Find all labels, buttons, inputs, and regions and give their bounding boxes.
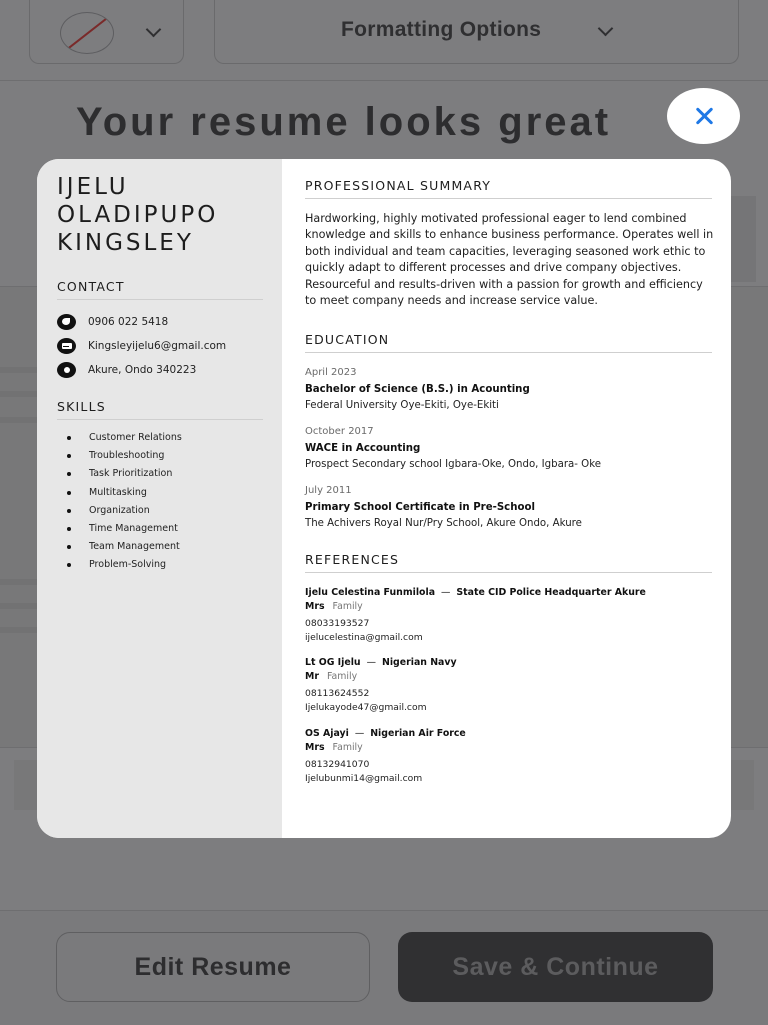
no-color-swatch-icon bbox=[60, 12, 114, 54]
education-entry bbox=[305, 366, 725, 414]
save-continue-button[interactable]: Save & Continue bbox=[398, 932, 713, 1002]
skill-item: Customer Relations bbox=[67, 431, 182, 449]
reference-entry bbox=[305, 656, 725, 715]
education-degree: Primary School Certificate in Pre-School bbox=[305, 502, 535, 513]
resume-main bbox=[282, 159, 731, 838]
name-line: OLADIPUPO bbox=[57, 202, 219, 228]
contact-location bbox=[57, 361, 196, 379]
divider bbox=[305, 352, 712, 353]
reference-relation: Family bbox=[332, 742, 363, 753]
divider bbox=[305, 198, 712, 199]
contact-heading: CONTACT bbox=[57, 279, 125, 294]
reference-organization: State CID Police Headquarter Akure bbox=[456, 587, 646, 598]
skill-item: Troubleshooting bbox=[67, 449, 182, 467]
reference-name: Lt OG Ijelu bbox=[305, 657, 361, 668]
name-line: IJELU bbox=[57, 174, 129, 200]
summary-text: Hardworking, highly motivated professional eager to lend combined knowledge and skills to enhance business performance. Operates well in both individual and team capacities, leveraging seasoned work ethic to quickly adapt to different processes and drive company objectives. Resourceful and results-driven with a passion for growth and efficiency to meet company needs and increase service value. bbox=[305, 212, 714, 308]
divider bbox=[57, 419, 263, 420]
name-line: KINGSLEY bbox=[57, 230, 194, 256]
skill-item: Problem-Solving bbox=[67, 558, 182, 576]
references-heading: REFERENCES bbox=[305, 552, 400, 567]
toolbar bbox=[0, 0, 768, 81]
reference-separator: — bbox=[366, 657, 376, 668]
reference-separator: — bbox=[354, 728, 365, 739]
skill-item: Time Management bbox=[67, 522, 182, 540]
reference-phone: 08113624552 bbox=[305, 688, 370, 699]
contact-location-text: Akure, Ondo 340223 bbox=[88, 364, 197, 376]
skills-heading: SKILLS bbox=[57, 399, 106, 414]
education-degree: Bachelor of Science (B.S.) in Acounting bbox=[305, 384, 530, 395]
page-heading: Your resume looks great bbox=[76, 100, 612, 144]
reference-relation: Family bbox=[326, 671, 358, 682]
contact-email-text: Kingsleyijelu6@gmail.com bbox=[88, 340, 227, 352]
education-school: Prospect Secondary school Igbara-Oke, Ondo, Igbara- Oke bbox=[305, 459, 601, 470]
divider bbox=[305, 572, 712, 573]
background-panel-edge bbox=[728, 196, 756, 282]
skill-item: Organization bbox=[67, 504, 182, 522]
resume-sidebar bbox=[37, 159, 282, 838]
reference-organization: Nigerian Air Force bbox=[370, 728, 466, 739]
edit-resume-button[interactable]: Edit Resume bbox=[56, 932, 370, 1002]
education-school: The Achivers Royal Nur/Pry School, Akure Ondo, Akure bbox=[305, 518, 582, 529]
reference-separator: — bbox=[441, 587, 451, 598]
chevron-down-icon bbox=[146, 24, 160, 38]
education-date: April 2023 bbox=[305, 367, 357, 378]
reference-relation: Family bbox=[332, 601, 363, 612]
reference-title: Mrs bbox=[305, 742, 325, 753]
skill-item: Team Management bbox=[67, 540, 182, 558]
reference-title: Mr bbox=[305, 671, 319, 682]
reference-name: OS Ajayi bbox=[305, 728, 349, 739]
close-icon bbox=[695, 107, 713, 125]
reference-organization: Nigerian Navy bbox=[381, 657, 457, 668]
skill-item: Task Prioritization bbox=[67, 467, 182, 485]
reference-email: Ijelubunmi14@gmail.com bbox=[305, 773, 423, 784]
formatting-options-label: Formatting Options bbox=[341, 18, 542, 41]
divider bbox=[57, 299, 263, 300]
resume-preview-modal bbox=[37, 159, 731, 838]
reference-title: Mrs bbox=[305, 601, 325, 612]
close-preview-button[interactable] bbox=[667, 88, 740, 144]
skills-list bbox=[67, 431, 182, 577]
phone-icon bbox=[57, 314, 76, 330]
summary-heading: PROFESSIONAL SUMMARY bbox=[305, 178, 492, 193]
mail-icon bbox=[57, 338, 76, 354]
reference-phone: 08033193527 bbox=[305, 618, 370, 629]
reference-entry bbox=[305, 586, 725, 645]
reference-email: Ijelukayode47@gmail.com bbox=[305, 702, 427, 713]
reference-name: Ijelu Celestina Funmilola bbox=[305, 587, 436, 598]
education-entry bbox=[305, 425, 725, 473]
reference-email: ijelucelestina@gmail.com bbox=[305, 632, 423, 643]
education-degree: WACE in Accounting bbox=[305, 443, 421, 454]
education-date: July 2011 bbox=[305, 485, 352, 496]
resume-name bbox=[57, 173, 218, 257]
education-heading: EDUCATION bbox=[305, 332, 390, 347]
skill-item: Multitasking bbox=[67, 486, 182, 504]
contact-phone-text: 0906 022 5418 bbox=[88, 316, 169, 328]
color-picker-button[interactable] bbox=[29, 0, 184, 64]
education-entry bbox=[305, 484, 725, 532]
formatting-options-button[interactable] bbox=[214, 0, 739, 64]
reference-phone: 08132941070 bbox=[305, 759, 370, 770]
chevron-down-icon bbox=[598, 23, 612, 37]
location-icon bbox=[57, 362, 76, 378]
contact-email bbox=[57, 337, 226, 355]
education-date: October 2017 bbox=[305, 426, 374, 437]
education-school: Federal University Oye-Ekiti, Oye-Ekiti bbox=[305, 400, 499, 411]
reference-entry bbox=[305, 727, 725, 786]
contact-phone bbox=[57, 313, 168, 331]
